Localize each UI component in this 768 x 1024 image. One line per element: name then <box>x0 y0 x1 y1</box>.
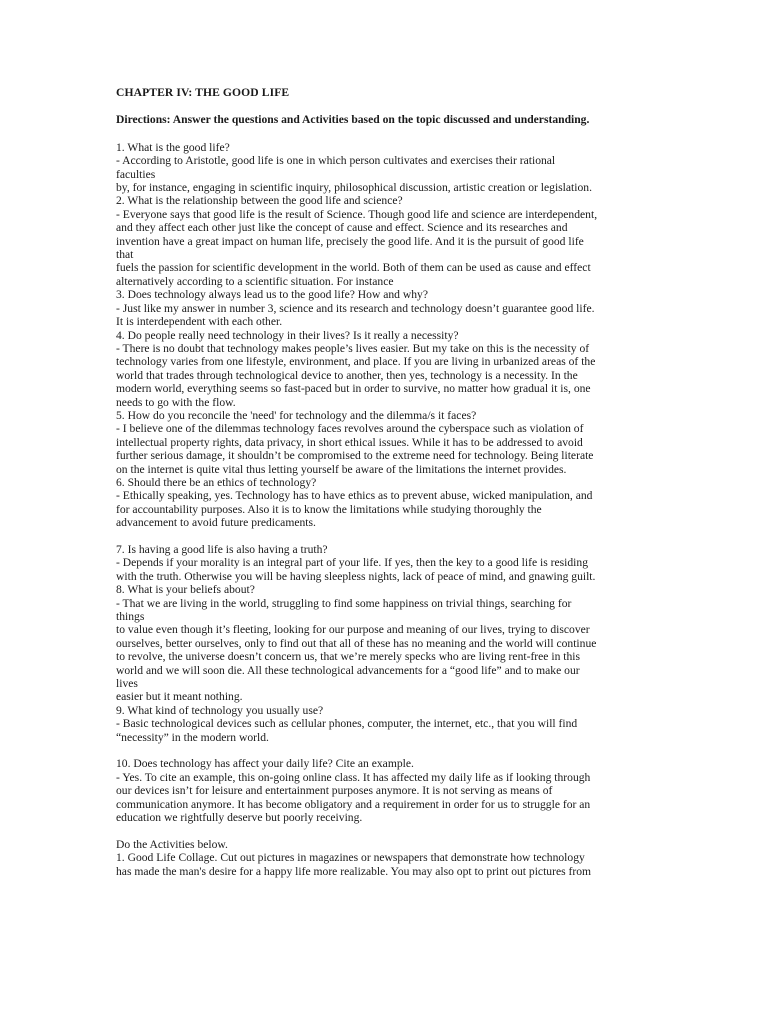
blank-line <box>116 530 656 543</box>
text-line: modern world, everything seems so fast-paced but in order to survive, no matter how gradual it is, one <box>116 382 591 396</box>
text-line: - According to Aristotle, good life is one in which person cultivates and exercises their rational <box>116 154 556 168</box>
text-line: communication anymore. It has become obligatory and a requirement in order for us to struggle for an <box>116 797 591 811</box>
text-line: - Just like my answer in number 3, science and its research and technology doesn’t guarantee good life. <box>116 301 595 315</box>
text-line: 3. Does technology always lead us to the good life? How and why? <box>116 288 428 302</box>
blank-line <box>116 825 656 838</box>
text-line: further serious damage, it shouldn’t be compromised to the extreme need for technology. Being literate <box>116 449 594 463</box>
text-line: 1. What is the good life? <box>116 140 230 154</box>
text-line: 5. How do you reconcile the 'need' for technology and the dilemma/s it faces? <box>116 408 477 422</box>
text-line: has made the man's desire for a happy life more realizable. You may also opt to print out pictures from <box>116 864 592 878</box>
text-line: with the truth. Otherwise you will be having sleepless nights, lack of peace of mind, and gnawing guilt. <box>116 569 596 583</box>
text-line: 7. Is having a good life is also having a truth? <box>116 542 328 556</box>
text-line: - Everyone says that good life is the result of Science. Though good life and science are interdependent, <box>116 207 598 221</box>
text-line: and they affect each other just like the concept of cause and effect. Science and its researches and <box>116 221 568 235</box>
text-line: easier but it meant nothing. <box>116 690 243 704</box>
text-line: education we rightfully deserve but poorly receiving. <box>116 811 363 825</box>
text-line: faculties <box>116 167 156 181</box>
text-line: technology varies from one lifestyle, environment, and place. If you are living in urbanized areas of the <box>116 355 596 369</box>
text-line: 4. Do people really need technology in their lives? Is it really a necessity? <box>116 328 459 342</box>
text-line: - That we are living in the world, struggling to find some happiness on trivial things, searching for <box>116 596 572 610</box>
text-line: - Yes. To cite an example, this on-going online class. It has affected my daily life as if looking through <box>116 770 591 784</box>
text-line: world and we will soon die. All these technological advancements for a “good life” and to make our <box>116 663 580 677</box>
chapter-title: CHAPTER IV: THE GOOD LIFE <box>116 86 290 99</box>
text-line: intellectual property rights, data privacy, in short ethical issues. While it has to be addressed to avoid <box>116 435 583 449</box>
text-line: “necessity” in the modern world. <box>116 730 269 744</box>
text-line: fuels the passion for scientific development in the world. Both of them can be used as cause and effect <box>116 261 591 275</box>
text-line: needs to go with the flow. <box>116 395 236 409</box>
text-line: world that trades through technological device to another, then yes, technology is a necessity. In the <box>116 368 578 382</box>
text-line: for accountability purposes. Also it is to know the limitations while studying thoroughly the <box>116 502 542 516</box>
text-line: by, for instance, engaging in scientific inquiry, philosophical discussion, artistic creation or legislation. <box>116 181 592 195</box>
text-line: our devices isn’t for leisure and entertainment purposes anymore. It is not serving as means of <box>116 784 553 798</box>
text-line: 9. What kind of technology you usually use? <box>116 703 324 717</box>
text-line: - There is no doubt that technology makes people’s lives easier. But my take on this is the necessity of <box>116 341 590 355</box>
document-page <box>116 86 656 878</box>
text-line: 2. What is the relationship between the good life and science? <box>116 194 403 208</box>
text-line: - Basic technological devices such as cellular phones, computer, the internet, etc., that you will find <box>116 717 578 731</box>
text-line: - Depends if your morality is an integral part of your life. If yes, then the key to a good life is residing <box>116 556 588 570</box>
text-line: on the internet is quite vital thus letting yourself be aware of the limitations the internet provides. <box>116 462 567 476</box>
text-line: 1. Good Life Collage. Cut out pictures in magazines or newspapers that demonstrate how technology <box>116 851 585 865</box>
text-line: invention have a great impact on human life, precisely the good life. And it is the pursuit of good life <box>116 234 584 248</box>
text-line: alternatively according to a scientific situation. For instance <box>116 274 394 288</box>
text-line: to value even though it’s fleeting, looking for our purpose and meaning of our lives, trying to discover <box>116 623 590 637</box>
text-line: lives <box>116 677 138 691</box>
blank-line <box>116 744 656 757</box>
document-body <box>116 141 656 878</box>
text-line: 6. Should there be an ethics of technology? <box>116 475 317 489</box>
text-line: advancement to avoid future predicaments. <box>116 516 316 530</box>
text-line: - I believe one of the dilemmas technology faces revolves around the cyberspace such as violation of <box>116 422 584 436</box>
text-line: 10. Does technology has affect your daily life? Cite an example. <box>116 757 414 771</box>
text-line: Do the Activities below. <box>116 837 228 851</box>
text-line: - Ethically speaking, yes. Technology has to have ethics as to prevent abuse, wicked manipulation, and <box>116 489 593 503</box>
text-line: ourselves, better ourselves, only to find out that all of these has no meaning and the world will continue <box>116 636 597 650</box>
text-line: that <box>116 248 134 262</box>
text-line: It is interdependent with each other. <box>116 315 283 329</box>
directions-text: Directions: Answer the questions and Activities based on the topic discussed and understanding. <box>116 113 590 127</box>
text-line: to revolve, the universe doesn’t concern us, that we’re merely specks who are living rent-free in this <box>116 650 581 664</box>
text-line: 8. What is your beliefs about? <box>116 583 255 597</box>
text-line: things <box>116 610 145 624</box>
